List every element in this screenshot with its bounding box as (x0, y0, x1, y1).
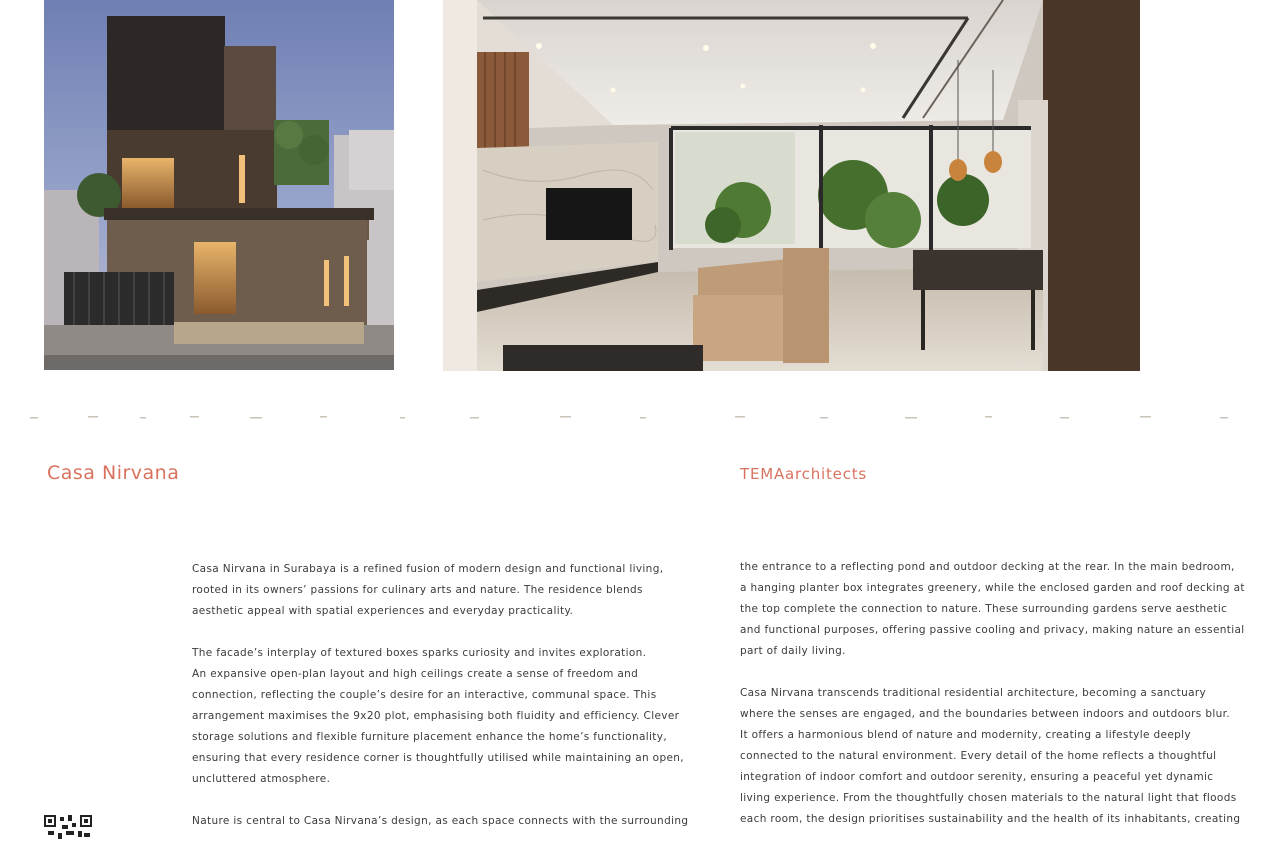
exterior-photo (44, 0, 394, 370)
text-line: Casa Nirvana in Surabaya is a refined fusion of modern design and functional living, (192, 563, 664, 575)
text-line: Casa Nirvana transcends traditional residential architecture, becoming a sanctuary (740, 687, 1207, 699)
text-line: It offers a harmonious blend of nature and modernity, creating a lifestyle deeply (740, 729, 1191, 741)
text-line: Nature is central to Casa Nirvana’s design, as each space connects with the surrounding (192, 815, 689, 827)
text-line: uncluttered atmosphere. (192, 773, 331, 785)
text-line: and functional purposes, offering passive cooling and privacy, making nature an essential (740, 624, 1245, 636)
text-line: An expansive open-plan layout and high ceilings create a sense of freedom and (192, 668, 639, 680)
body-paragraph (740, 557, 1260, 662)
text-line: each room, the design prioritises sustainability and the health of its inhabitants, creating (740, 813, 1241, 825)
interior-photo (443, 0, 1140, 371)
text-line: the entrance to a reflecting pond and outdoor decking at the rear. In the main bedroom, (740, 561, 1235, 573)
text-line: a hanging planter box integrates greenery, while the enclosed garden and roof decking at (740, 582, 1245, 594)
architect-name: TEMAarchitects (740, 465, 868, 483)
text-line: integration of indoor comfort and outdoor serenity, ensuring a peaceful yet dynamic (740, 771, 1214, 783)
text-line: storage solutions and flexible furniture placement enhance the home’s functionality, (192, 731, 668, 743)
page-divider (0, 408, 1280, 420)
text-line: part of daily living. (740, 645, 846, 657)
qr-code-icon (44, 815, 92, 840)
text-line: where the senses are engaged, and the boundaries between indoors and outdoors blur. (740, 708, 1230, 720)
text-line: rooted in its owners’ passions for culinary arts and nature. The residence blends (192, 584, 643, 596)
article-title: Casa Nirvana (47, 462, 180, 484)
body-paragraph (740, 683, 1260, 830)
text-line: arrangement maximises the 9x20 plot, emphasising both fluidity and efficiency. Clever (192, 710, 680, 722)
body-paragraph (192, 811, 712, 832)
body-column-left (192, 559, 712, 853)
body-paragraph (192, 643, 712, 790)
text-line: connection, reflecting the couple’s desire for an interactive, communal space. This (192, 689, 657, 701)
text-line: living experience. From the thoughtfully chosen materials to the natural light that floods (740, 792, 1237, 804)
text-line: The facade’s interplay of textured boxes sparks curiosity and invites exploration. (192, 647, 647, 659)
text-line: connected to the natural environment. Every detail of the home reflects a thoughtful (740, 750, 1217, 762)
body-paragraph (192, 559, 712, 622)
text-line: the top complete the connection to nature. These surrounding gardens serve aesthetic (740, 603, 1228, 615)
text-line: ensuring that every residence corner is thoughtfully utilised while maintaining an open, (192, 752, 684, 764)
text-line: aesthetic appeal with spatial experiences and everyday practicality. (192, 605, 574, 617)
body-column-right (740, 557, 1260, 851)
